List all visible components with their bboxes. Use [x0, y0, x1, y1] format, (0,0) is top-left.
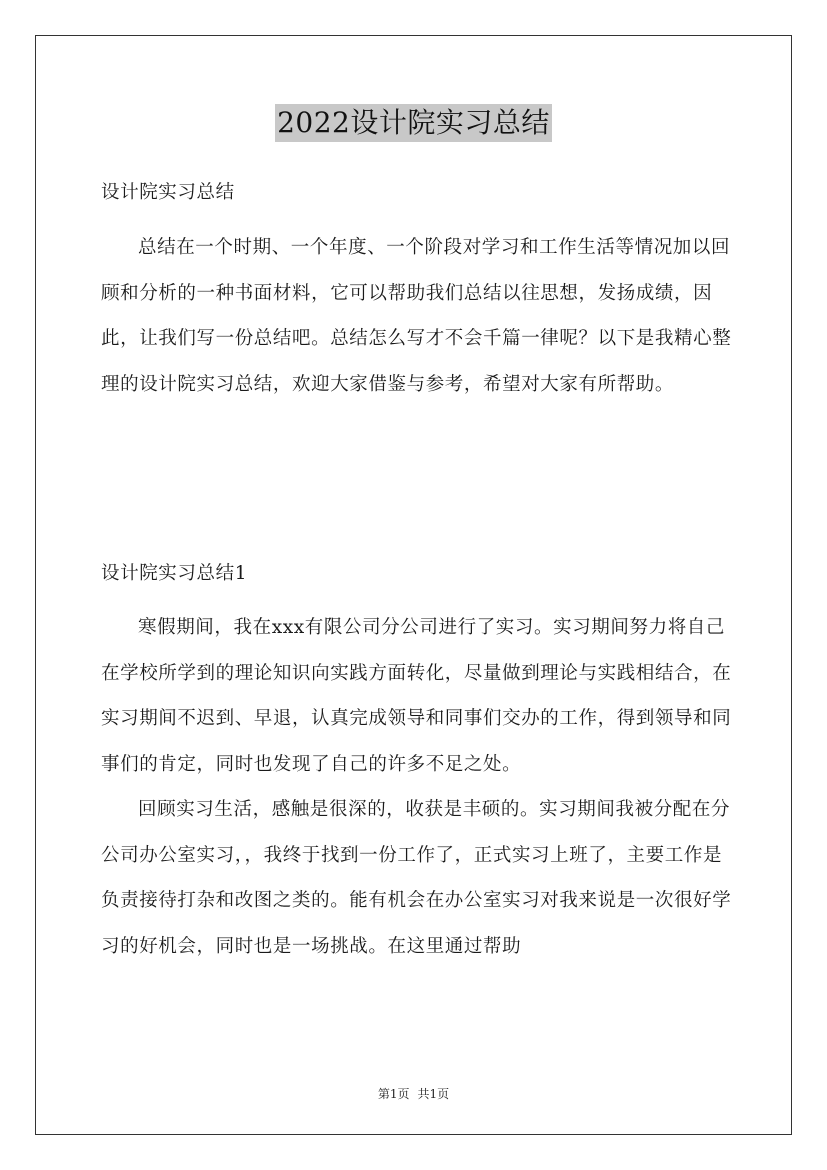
document-title: 2022设计院实习总结	[275, 104, 552, 142]
section1-paragraph-1: 寒假期间，我在xxx有限公司分公司进行了实习。实习期间努力将自己在学校所学到的理论知识向实践方面转化，尽量做到理论与实践相结合，在实习期间不迟到、早退，认真完成领导和同事们交办的工作，得到领导和同事们的肯定，同时也发现了自己的许多不足之处。	[101, 617, 732, 775]
page-footer	[0, 1085, 827, 1102]
intro-paragraph-block	[101, 225, 741, 407]
total-pages-label: 共1页	[417, 1087, 450, 1101]
section1-body	[101, 605, 741, 969]
section1-paragraph-2: 回顾实习生活，感触是很深的，收获是丰硕的。实习期间我被分配在分公司办公室实习，，我终于找到一份工作了，正式实习上班了，主要工作是负责接待打杂和改图之类的。能有机会在办公室实习对我来说是一次很好学习的好机会，同时也是一场挑战。在这里通过帮助	[101, 799, 732, 957]
document-subtitle: 设计院实习总结	[101, 182, 235, 203]
section1-heading: 设计院实习总结1	[101, 563, 248, 584]
page-number-label: 第1页	[377, 1087, 410, 1101]
intro-paragraph: 总结在一个时期、一个年度、一个阶段对学习和工作生活等情况加以回顾和分析的一种书面材料，它可以帮助我们总结以往思想，发扬成绩，因此，让我们写一份总结吧。总结怎么写才不会千篇一律呢？以下是我精心整理的设计院实习总结，欢迎大家借鉴与参考，希望对大家有所帮助。	[101, 237, 732, 395]
title-container	[0, 104, 827, 142]
